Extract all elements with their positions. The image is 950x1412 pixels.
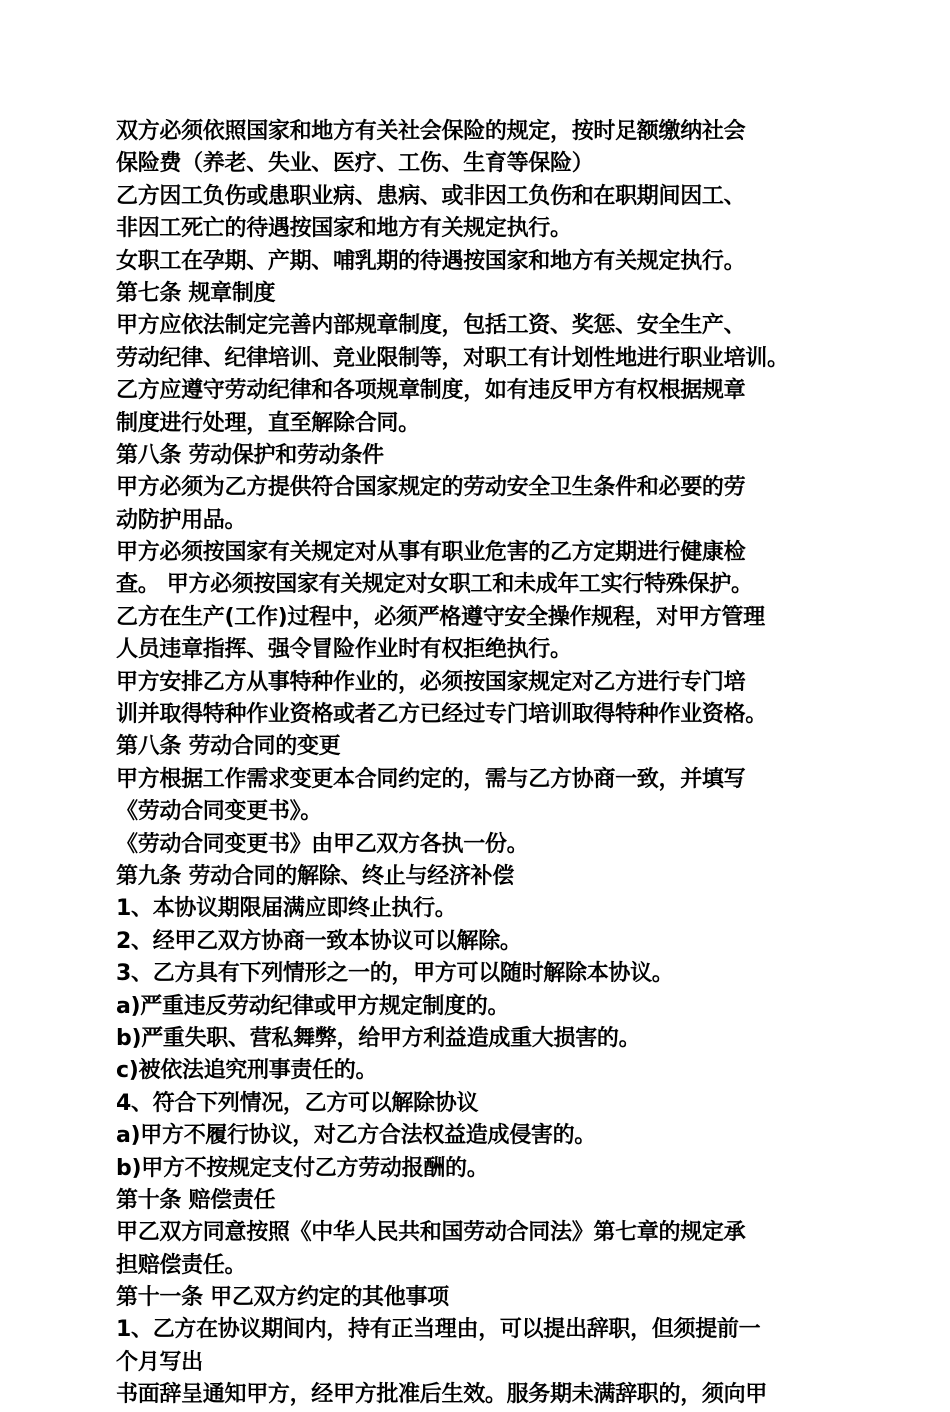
list-item: 4、符合下列情况，乙方可以解除协议: [116, 1090, 479, 1116]
text-line: 非因工死亡的待遇按国家和地方有关规定执行。: [116, 216, 572, 242]
list-item: 2、经甲乙双方协商一致本协议可以解除。: [116, 928, 522, 954]
text-line: 劳动纪律、纪律培训、竞业限制等，对职工有计划性地进行职业培训。: [116, 345, 789, 371]
text-line: 乙方因工负伤或患职业病、患病、或非因工负伤和在职期间因工、: [116, 183, 746, 209]
text-line: 动防护用品。: [116, 507, 247, 533]
section-heading: 第八条 劳动保护和劳动条件: [116, 442, 384, 468]
text-line: 甲方根据工作需求变更本合同约定的，需与乙方协商一致，并填写: [116, 766, 746, 792]
text-line: 甲方安排乙方从事特种作业的，必须按国家规定对乙方进行专门培: [116, 669, 746, 695]
section-heading: 第八条 劳动合同的变更: [116, 734, 341, 760]
text-line: 《劳动合同变更书》由甲乙双方各执一份。: [116, 831, 529, 857]
text-line: 训并取得特种作业资格或者乙方已经过专门培训取得特种作业资格。: [116, 702, 768, 728]
list-item: b)甲方不按规定支付乙方劳动报酬的。: [116, 1155, 489, 1181]
text-line: 书面辞呈通知甲方，经甲方批准后生效。服务期未满辞职的，须向甲: [116, 1382, 768, 1408]
list-item: 1、本协议期限届满应即终止执行。: [116, 896, 457, 922]
text-line: 双方必须依照国家和地方有关社会保险的规定，按时足额缴纳社会: [116, 119, 746, 144]
list-item: a)甲方不履行协议，对乙方合法权益造成侵害的。: [116, 1123, 597, 1149]
text-line: 甲方必须按国家有关规定对从事有职业危害的乙方定期进行健康检: [116, 540, 746, 566]
text-line: 甲方应依法制定完善内部规章制度，包括工资、奖惩、安全生产、: [116, 313, 746, 339]
text-line: 人员违章指挥、强令冒险作业时有权拒绝执行。: [116, 637, 572, 663]
text-line: 担赔偿责任。: [116, 1252, 247, 1278]
section-heading: 第十一条 甲乙双方约定的其他事项: [116, 1285, 449, 1311]
section-heading: 第十条 赔偿责任: [116, 1187, 276, 1213]
text-line: 个月写出: [116, 1349, 203, 1375]
list-item: a)严重违反劳动纪律或甲方规定制度的。: [116, 993, 510, 1019]
text-line: 乙方应遵守劳动纪律和各项规章制度，如有违反甲方有权根据规章: [116, 378, 746, 404]
text-line: 甲方必须为乙方提供符合国家规定的劳动安全卫生条件和必要的劳: [116, 475, 746, 501]
section-heading: 第九条 劳动合同的解除、终止与经济补偿: [116, 863, 514, 889]
section-heading: 第七条 规章制度: [116, 280, 276, 306]
list-item: 1、乙方在协议期间内，持有正当理由，可以提出辞职，但须提前一: [116, 1317, 761, 1343]
text-line: 女职工在孕期、产期、哺乳期的待遇按国家和地方有关规定执行。: [116, 248, 746, 274]
text-line: 乙方在生产(工作)过程中，必须严格遵守安全操作规程，对甲方管理: [116, 604, 765, 630]
list-item: c)被依法追究刑事责任的。: [116, 1058, 378, 1084]
list-item: b)严重失职、营私舞弊，给甲方利益造成重大损害的。: [116, 1025, 641, 1051]
text-line: 甲乙双方同意按照《中华人民共和国劳动合同法》第七章的规定承: [116, 1220, 746, 1246]
document-page: [116, 116, 846, 1412]
text-line: 《劳动合同变更书》。: [116, 799, 323, 825]
text-line: 查。 甲方必须按国家有关规定对女职工和未成年工实行特殊保护。: [116, 572, 753, 598]
text-line: 制度进行处理，直至解除合同。: [116, 410, 420, 436]
list-item: 3、乙方具有下列情形之一的，甲方可以随时解除本协议。: [116, 961, 674, 987]
text-line: 保险费（养老、失业、医疗、工伤、生育等保险）: [116, 151, 594, 177]
